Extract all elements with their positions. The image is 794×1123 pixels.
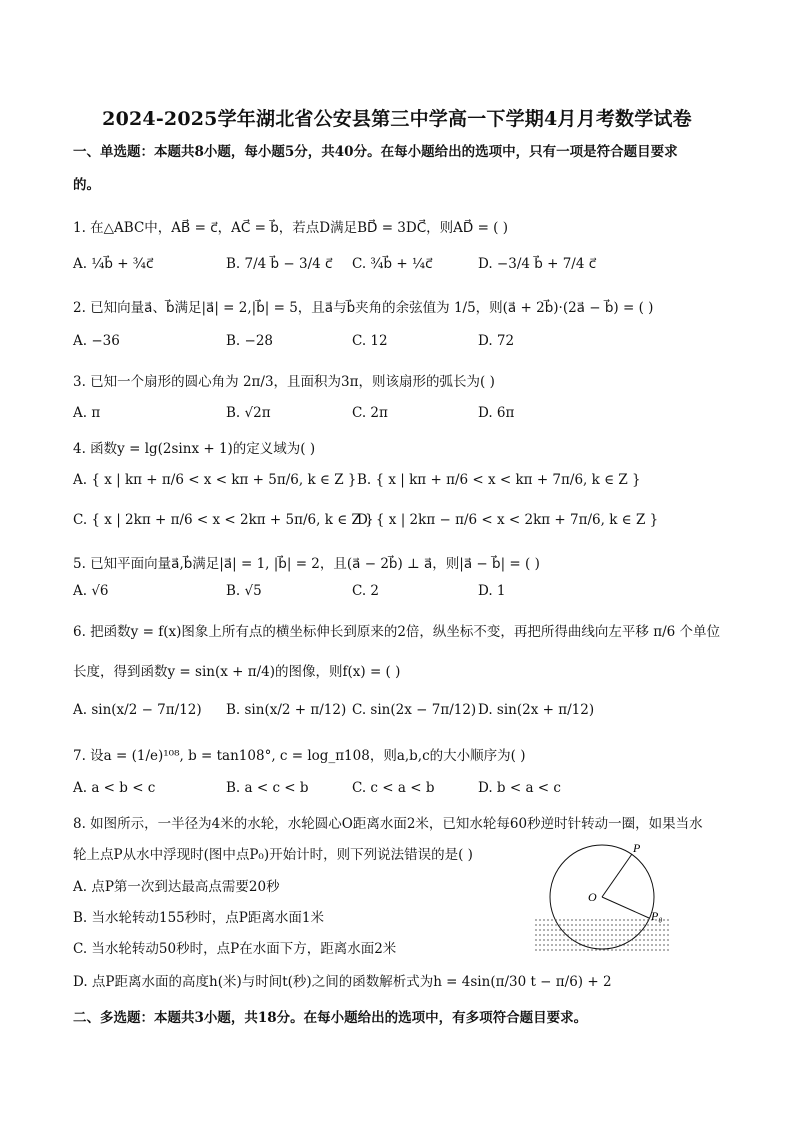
question-8-option-b: B. 当水轮转动155秒时，点P距离水面1米 [73,910,324,926]
question-3-option-d: D. 6π [478,405,515,421]
question-1-option-b: B. 7/4 b⃗ − 3/4 c⃗ [226,256,333,272]
question-6-option-d: D. sin(2x + π/12) [478,702,595,718]
label-o: O [588,890,597,904]
question-1-stem: 1. 在△ABC中，AB⃗ = c⃗，AC⃗ = b⃗，若点D满足BD⃗ = 3DC⃗，则AD⃗ = ( ) [73,220,509,236]
section-1-header-line2: 的。 [73,177,100,193]
question-1-option-c: C. ¾b⃗ + ¼c⃗ [352,256,433,272]
question-8-stem-line1: 8. 如图所示，一半径为4米的水轮，水轮圆心O距离水面2米，已知水轮每60秒逆时针转动一圈，如果当水 [73,816,703,832]
radius-op0 [602,897,649,918]
exam-title: 2024-2025学年湖北省公安县第三中学高一下学期4月月考数学试卷 [102,108,692,130]
question-2-stem: 2. 已知向量a⃗、b⃗满足|a⃗| = 2,|b⃗| = 5，且a⃗与b⃗夹角的余弦值为 1/5，则(a⃗ + 2b⃗)·(2a⃗ − b⃗) = ( ) [73,300,654,316]
question-5-option-c: C. 2 [352,583,380,599]
question-5-stem: 5. 已知平面向量a⃗,b⃗满足|a⃗| = 1, |b⃗| = 2，且(a⃗ − 2b⃗) ⊥ a⃗，则|a⃗ − b⃗| = ( ) [73,556,540,572]
question-3-option-c: C. 2π [352,405,388,421]
question-8-stem-line2: 轮上点P从水中浮现时(图中点P₀)开始计时，则下列说法错误的是( ) [73,847,473,863]
water-surface-hatching [535,920,670,950]
section-2-header: 二、多选题：本题共3小题，共18分。在每小题给出的选项中，有多项符合题目要求。 [73,1010,588,1026]
question-7-stem: 7. 设a = (1/e)¹⁰⁸, b = tan108°, c = log_π108，则a,b,c的大小顺序为( ) [73,748,526,764]
water-wheel-figure [530,840,680,955]
question-7-option-d: D. b < a < c [478,780,561,796]
question-7-option-b: B. a < c < b [226,780,309,796]
question-4-option-c: C. { x | 2kπ + π/6 < x < 2kπ + 5π/6, k ∈ Z } [73,512,374,528]
question-6-stem-line1: 6. 把函数y = f(x)图象上所有点的横坐标伸长到原来的2倍，纵坐标不变，再把所得曲线向左平移 π/6 个单位 [73,624,721,640]
question-1-option-d: D. −3/4 b⃗ + 7/4 c⃗ [478,256,597,272]
question-6-option-c: C. sin(2x − 7π/12) [352,702,477,718]
question-3-stem: 3. 已知一个扇形的圆心角为 2π/3，且面积为3π，则该扇形的弧长为( ) [73,374,495,390]
question-4-option-a: A. { x | kπ + π/6 < x < kπ + 5π/6, k ∈ Z } [73,472,357,488]
question-2-option-b: B. −28 [226,333,273,349]
question-8-option-c: C. 当水轮转动50秒时，点P在水面下方，距离水面2米 [73,941,397,957]
question-2-option-c: C. 12 [352,333,388,349]
radius-op [602,854,632,897]
question-3-option-b: B. √2π [226,405,271,421]
question-7-option-a: A. a < b < c [73,780,156,796]
question-8-option-a: A. 点P第一次到达最高点需要20秒 [73,879,280,895]
label-p: P [633,841,641,855]
question-8-option-d: D. 点P距离水面的高度h(米)与时间t(秒)之间的函数解析式为h = 4sin(π/30 t − π/6) + 2 [73,974,612,990]
question-3-option-a: A. π [73,405,101,421]
label-p0: P₀ [651,909,663,923]
question-4-stem: 4. 函数y = lg(2sinx + 1)的定义域为( ) [73,441,316,457]
question-4-option-b: B. { x | kπ + π/6 < x < kπ + 7π/6, k ∈ Z } [357,472,641,488]
section-1-header [73,136,723,202]
question-6-option-a: A. sin(x/2 − 7π/12) [73,702,202,718]
question-5-option-a: A. √6 [73,583,109,599]
section-1-header-line1: 一、单选题：本题共8小题，每小题5分，共40分。在每小题给出的选项中，只有一项是符合题目要求 [73,144,678,160]
question-5-option-d: D. 1 [478,583,506,599]
question-6-stem-line2: 长度，得到函数y = sin(x + π/4)的图像，则f(x) = ( ) [73,664,401,680]
question-6-option-b: B. sin(x/2 + π/12) [226,702,347,718]
question-4-option-d: D. { x | 2kπ − π/6 < x < 2kπ + 7π/6, k ∈ Z } [357,512,659,528]
question-7-option-c: C. c < a < b [352,780,435,796]
question-1-option-a: A. ¼b⃗ + ¾c⃗ [73,256,154,272]
question-5-option-b: B. √5 [226,583,262,599]
question-2-option-d: D. 72 [478,333,515,349]
question-2-option-a: A. −36 [73,333,120,349]
